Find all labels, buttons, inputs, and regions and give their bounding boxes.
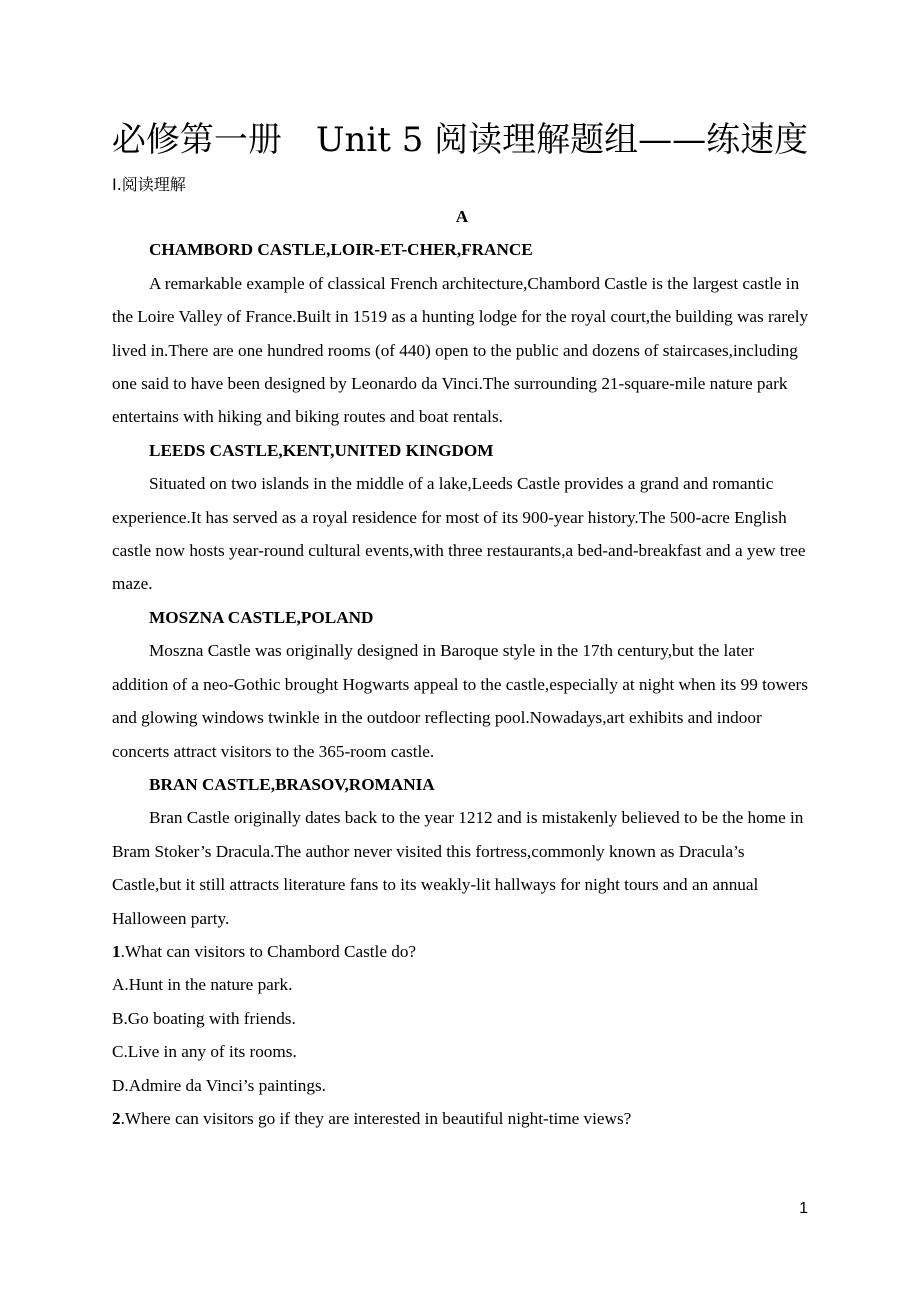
castle-paragraph-bran: Bran Castle originally dates back to the year 1212 and is mistakenly believed to be the home in Bram Stoker’s Dracula.The author never visited this fortress,commonly known as Dracula’s Castle,but it still attracts literature fans to its weakly-lit hallways for night tours and an annual Halloween party.: [112, 808, 804, 928]
page-title: [0, 116, 920, 164]
castle-heading-bran: BRAN CASTLE,BRASOV,ROMANIA: [149, 774, 435, 794]
title-book: 必修第一册: [111, 120, 282, 160]
question-text: .Where can visitors go if they are interested in beautiful night-time views?: [120, 1108, 632, 1128]
castle-heading-moszna: MOSZNA CASTLE,POLAND: [149, 607, 374, 627]
castle-paragraph-leeds: Situated on two islands in the middle of a lake,Leeds Castle provides a grand and romantic experience.It has served as a royal residence for most of its 900-year history.The 500-acre English castle now hosts year-round cultural events,with three restaurants,a bed-and-breakfast and a yew tree maze.: [112, 474, 806, 594]
castle-heading-leeds: LEEDS CASTLE,KENT,UNITED KINGDOM: [149, 440, 494, 460]
question-1: [112, 935, 812, 968]
question-number: 2: [112, 1108, 121, 1128]
option-b: B.Go boating with friends.: [112, 1008, 296, 1028]
section-label: Ⅰ.阅读理解: [112, 175, 186, 194]
title-unit: Unit 5 阅读理解题组——练速度: [315, 120, 809, 160]
passage-letter: A: [455, 207, 469, 226]
question-number: 1: [112, 941, 121, 961]
page-number: 1: [799, 1200, 808, 1217]
option-a: A.Hunt in the nature park.: [112, 975, 293, 995]
option-c: C.Live in any of its rooms.: [112, 1042, 297, 1062]
castle-paragraph-moszna: Moszna Castle was originally designed in Baroque style in the 17th century,but the later addition of a neo-Gothic brought Hogwarts appeal to the castle,especially at night when its 99 towers and glowing windows twinkle in the outdoor reflecting pool.Nowadays,art exhibits and indoor concerts attract visitors to the 365-room castle.: [112, 641, 808, 761]
question-text: .What can visitors to Chambord Castle do?: [120, 941, 417, 961]
castle-paragraph-chambord: A remarkable example of classical French architecture,Chambord Castle is the largest castle in the Loire Valley of France.Built in 1519 as a hunting lodge for the royal court,the building was rarely lived in.There are one hundred rooms (of 440) open to the public and dozens of staircases,including one said to have been designed by Leonardo da Vinci.The surrounding 21-square-mile nature park entertains with hiking and biking routes and boat rentals.: [112, 273, 809, 427]
option-d: D.Admire da Vinci’s paintings.: [112, 1075, 326, 1095]
question-2: [112, 1102, 812, 1135]
passage-content: [112, 200, 812, 1135]
castle-heading-chambord: CHAMBORD CASTLE,LOIR-ET-CHER,FRANCE: [149, 240, 533, 260]
